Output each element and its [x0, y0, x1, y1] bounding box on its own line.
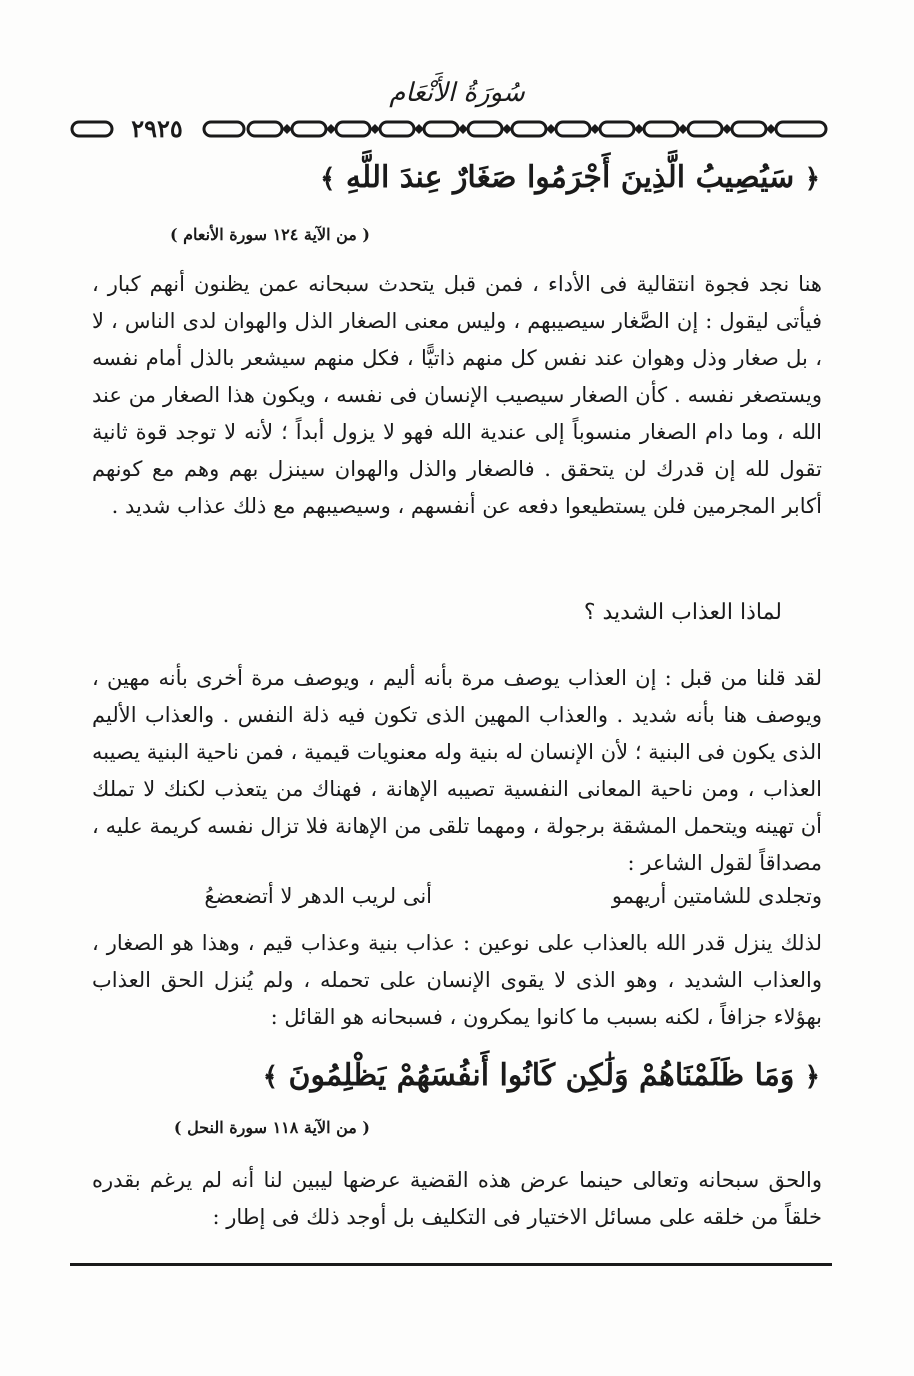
poem-verse — [92, 884, 822, 921]
paragraph — [92, 266, 822, 525]
verse-close-bracket: ﴾ — [320, 164, 336, 194]
poem-second-hemistich: أنى لريب الدهر لا أتضعضعُ — [204, 884, 432, 908]
text-line: بالذل أمام نفسه ويستصغر نفسه . كأن الصغار سيصيب الإنسان فى نفسه ، ويكون — [92, 346, 822, 407]
text-line: الناس ، لا ، بل صغار وذل وهوان عند نفس كل منهم ذاتيًّا ، فكل منهم سيشعر — [92, 309, 822, 370]
page-number: ٢٩٢٥ — [131, 114, 183, 143]
page-header — [68, 114, 834, 144]
text-line: العذاب بهؤلاء جزافاً ، لكنه بسبب ما كانوا يمكرون ، فسبحانه هو القائل : — [92, 968, 822, 1029]
verse-close-bracket: ﴾ — [262, 1062, 278, 1092]
text-line: فلا تزال نفسه كريمة عليه ، مصداقاً لقول الشاعر : — [92, 814, 822, 875]
text-line: هذا الصغار من عند الله ، وما دام الصغار منسوباً إلى عندية الله فهو لا يزول أبداً ؛ — [92, 383, 823, 444]
text-line: والحق سبحانه وتعالى حينما عرض هذه القضية عرضها ليبين لنا أنه لم يرغم بقدره — [92, 1168, 822, 1192]
paragraph — [92, 925, 822, 1036]
verse-reference: ( من الآية ١٢٤ سورة الأنعام ) — [169, 225, 370, 244]
verse-open-bracket: ﴿ — [804, 164, 820, 194]
paragraph — [92, 660, 822, 882]
verse-open-bracket: ﴿ — [804, 1062, 820, 1092]
text-line: كبار ، فيأتى ليقول : إن الصَّغار سيصيبهم ، وليس معنى الصغار الذل والهوان لدى — [92, 272, 822, 333]
verse-text: وَمَا ظَلَمْنَاهُمْ وَلَٰكِن كَانُوا أَنفُسَهُمْ يَظْلِمُونَ — [288, 1058, 795, 1093]
text-line: ناحية البنية يصيبه العذاب ، ومن ناحية المعانى النفسية تصيبه الإهانة ، فهناك من — [92, 740, 823, 801]
text-line: ذلك عذاب شديد . — [111, 494, 267, 518]
text-line: والعذاب الأليم الذى يكون فى البنية ؛ لأن الإنسان له بنية وله معنويات قيمية ، فمن — [92, 703, 822, 764]
paragraph — [92, 1162, 822, 1236]
surah-title: سُورَةُ الأَنْعَام — [389, 78, 525, 108]
text-line: مهين ، ويوصف هنا بأنه شديد . والعذاب المهين الذى تكون فيه ذلة النفس . — [92, 666, 822, 727]
text-line: هنا نجد فجوة انتقالية فى الأداء ، فمن قبل يتحدث سبحانه عمن يظنون أنهم — [149, 272, 822, 296]
poem-first-hemistich: وتجلدى للشامتين أريهمو — [611, 884, 822, 908]
quran-verse — [80, 160, 820, 195]
text-line: بهم وهم مع كونهم أكابر المجرمين فلن يستطيعوا دفعه عن أنفسهم ، وسيصيبهم مع — [92, 457, 822, 518]
text-line: لذلك ينزل قدر الله بالعذاب على نوعين : عذاب بنية وعذاب قيم ، وهذا هو — [171, 931, 822, 955]
quran-verse — [80, 1058, 820, 1093]
verse-text: سَيُصِيبُ الَّذِينَ أَجْرَمُوا صَغَارٌ عِندَ اللَّهِ — [345, 160, 795, 195]
text-line: الصغار ، والعذاب الشديد ، وهو الذى لا يقوى الإنسان على تحمله ، ولم يُنزل الحق — [92, 931, 822, 992]
text-line: لأنه لا توجد قوة ثانية تقول لله إن قدرك لن يتحقق . فالصغار والذل والهوان سينزل — [92, 420, 822, 481]
text-line: لقد قلنا من قبل : إن العذاب يوصف مرة بأنه أليم ، ويوصف مرة أخرى بأنه — [158, 666, 822, 690]
section-heading: لماذا العذاب الشديد ؟ — [583, 600, 782, 625]
bottom-rule — [70, 1263, 832, 1266]
text-line: يتعذب لكنك لا تملك أن تهينه ويتحمل المشقة برجولة ، ومهما تلقى من الإهانة — [92, 777, 822, 838]
verse-reference: ( من الآية ١١٨ سورة النحل ) — [173, 1118, 370, 1137]
text-line: خلقاً من خلقه على مسائل الاختيار فى التكليف بل أوجد ذلك فى إطار : — [212, 1205, 822, 1229]
